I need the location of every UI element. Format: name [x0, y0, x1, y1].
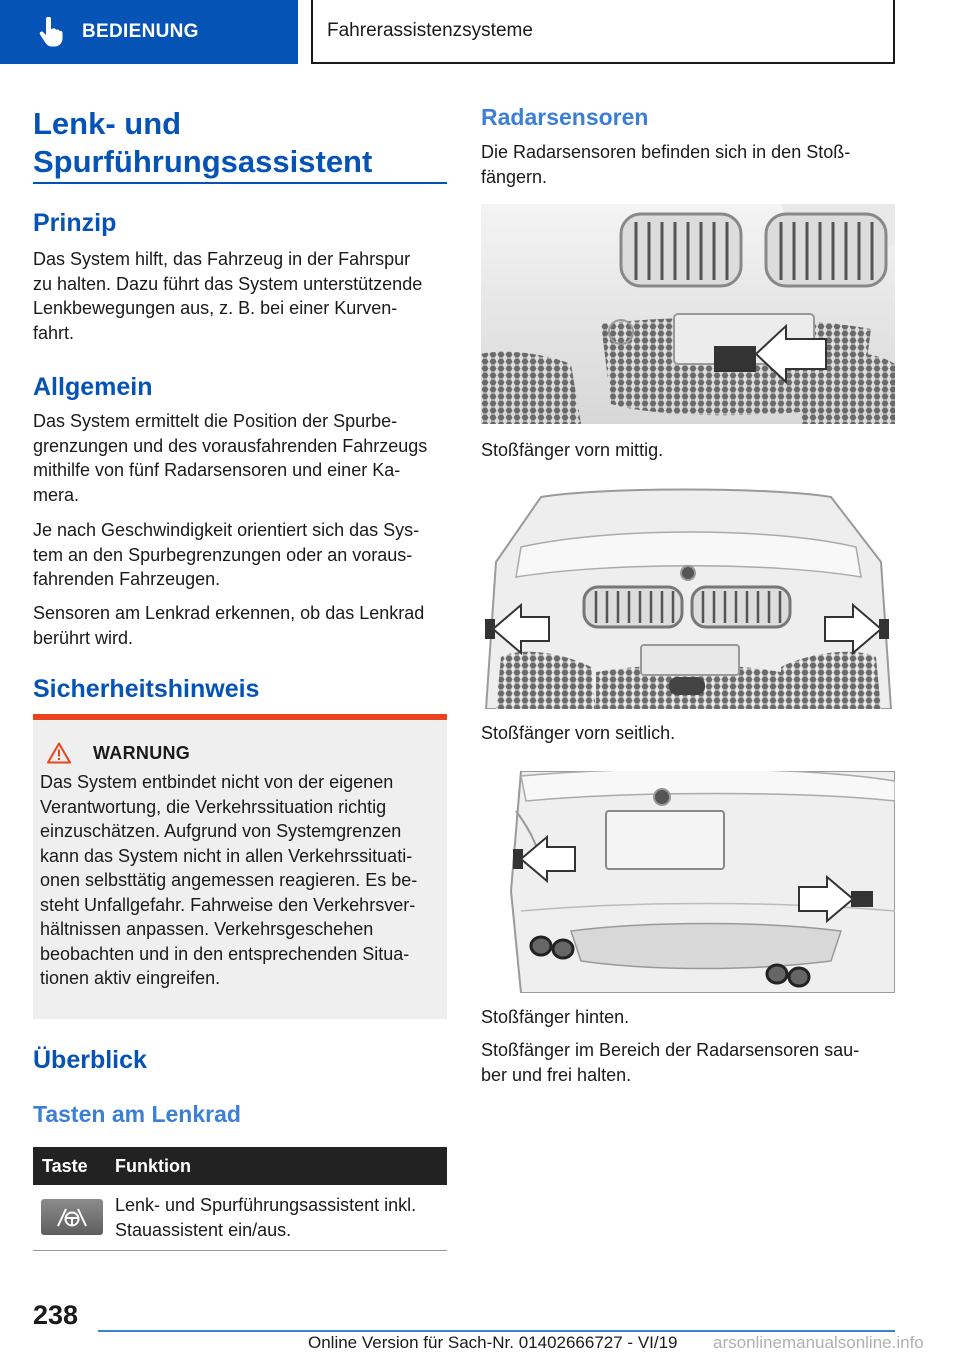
text-line: beobachten und in den entsprechenden Situa- — [40, 943, 410, 964]
paragraph-allgemein-1 — [33, 409, 453, 507]
chapter-header — [311, 0, 895, 64]
table-row — [33, 1185, 447, 1251]
lane-steering-assist-icon — [55, 1206, 89, 1228]
text-line: Die Radarsensoren befinden sich in den Stoß- — [481, 142, 851, 162]
text-line: tem an den Spurbegrenzungen oder an voraus- — [33, 544, 413, 565]
text-line: onen selbsttätig angemessen reagieren. Es be- — [40, 870, 418, 890]
heading-allgemein: Allgemein — [33, 373, 153, 401]
warning-text — [40, 770, 439, 991]
text-line: einzuschätzen. Aufgrund von Systemgrenzen — [40, 821, 402, 841]
text-line: Das System ermittelt die Position der Spurbe- — [33, 411, 398, 431]
chapter-label: Fahrerassistenzsysteme — [327, 20, 533, 41]
section-tab[interactable] — [0, 0, 298, 64]
text-line: steht Unfallgefahr. Fahrweise den Verkehrsver- — [40, 894, 416, 915]
text-line: fahrenden Fahrzeugen. — [33, 569, 221, 589]
warning-label: WARNUNG — [93, 742, 191, 763]
table-header — [33, 1147, 447, 1185]
heading-sicherheit: Sicherheitshinweis — [33, 675, 260, 703]
page-title — [33, 105, 372, 181]
text-line: Das System entbindet nicht von der eigenen — [40, 772, 394, 792]
warning-title — [47, 742, 439, 764]
table-cell-funktion — [115, 1193, 447, 1250]
figure-bumper-front-side — [481, 487, 895, 709]
text-line: mithilfe von fünf Radarsensoren und einer Ka- — [33, 460, 401, 480]
text-line: grenzungen und des vorausfahrenden Fahrzeugs — [33, 435, 428, 456]
heading-radarsensoren: Radarsensoren — [481, 104, 649, 130]
car-front-side-illustration — [481, 487, 895, 709]
paragraph-radar-intro — [481, 140, 901, 189]
paragraph-allgemein-3 — [33, 601, 453, 650]
heading-ueberblick: Überblick — [33, 1046, 147, 1074]
text-line: zu halten. Dazu führt das System unterstützende — [33, 273, 423, 294]
caption-front-center: Stoßfänger vorn mittig. — [481, 440, 664, 460]
footer-online-version: Online Version für Sach-Nr. 01402666727 - VI/19 — [308, 1333, 678, 1352]
column-header-taste: Taste — [42, 1155, 88, 1176]
text-line: Lenkbewegungen aus, z. B. bei einer Kurven- — [33, 298, 398, 318]
column-header-funktion: Funktion — [115, 1155, 191, 1176]
buttons-table — [33, 1147, 447, 1251]
text-line: Sensoren am Lenkrad erkennen, ob das Lenkrad — [33, 603, 425, 623]
text-line: kann das System nicht in allen Verkehrssituati- — [40, 845, 413, 866]
section-label: BEDIENUNG — [82, 21, 199, 42]
warning-box — [33, 714, 447, 1019]
paragraph-allgemein-2 — [33, 518, 453, 592]
text-line: Je nach Geschwindigkeit orientiert sich das Sys- — [33, 520, 420, 540]
footer-rule — [98, 1330, 895, 1332]
paragraph-radar-outro — [481, 1038, 901, 1087]
text-line: Stoßfänger im Bereich der Radarsensoren sau- — [481, 1040, 860, 1060]
text-line: Lenk- und Spurführungsassistent inkl. — [115, 1195, 417, 1215]
warning-triangle-icon — [47, 742, 71, 764]
text-line: berührt wird. — [33, 627, 134, 648]
text-line: Stauassistent ein/aus. — [115, 1219, 292, 1240]
text-line: mera. — [33, 484, 80, 505]
table-cell-button — [33, 1193, 115, 1250]
figure-bumper-front-center — [481, 204, 895, 424]
page-title-line2: Spurführungsassistent — [33, 144, 373, 179]
paragraph-prinzip — [33, 247, 453, 345]
title-rule — [33, 182, 447, 184]
subheading-tasten: Tasten am Lenkrad — [33, 1101, 241, 1127]
page-number: 238 — [33, 1300, 79, 1330]
steering-assist-button — [41, 1199, 103, 1235]
figure-bumper-rear — [481, 771, 895, 993]
heading-prinzip: Prinzip — [33, 209, 117, 237]
hand-pointer-icon — [38, 17, 64, 47]
caption-rear: Stoßfänger hinten. — [481, 1007, 630, 1027]
text-line: ber und frei halten. — [481, 1064, 632, 1085]
text-line: fahrt. — [33, 322, 75, 343]
car-rear-illustration — [481, 771, 895, 993]
car-front-center-illustration — [481, 204, 895, 424]
page-title-line1: Lenk- und — [33, 106, 182, 141]
text-line: hältnissen anpassen. Verkehrsgeschehen — [40, 919, 374, 939]
text-line: tionen aktiv eingreifen. — [40, 968, 221, 988]
caption-front-side: Stoßfänger vorn seitlich. — [481, 723, 676, 743]
text-line: Verantwortung, die Verkehrssituation richtig — [40, 796, 387, 817]
watermark: arsonlinemanualsonline.info — [713, 1333, 924, 1352]
text-line: Das System hilft, das Fahrzeug in der Fahrspur — [33, 249, 411, 269]
text-line: fängern. — [481, 166, 548, 187]
